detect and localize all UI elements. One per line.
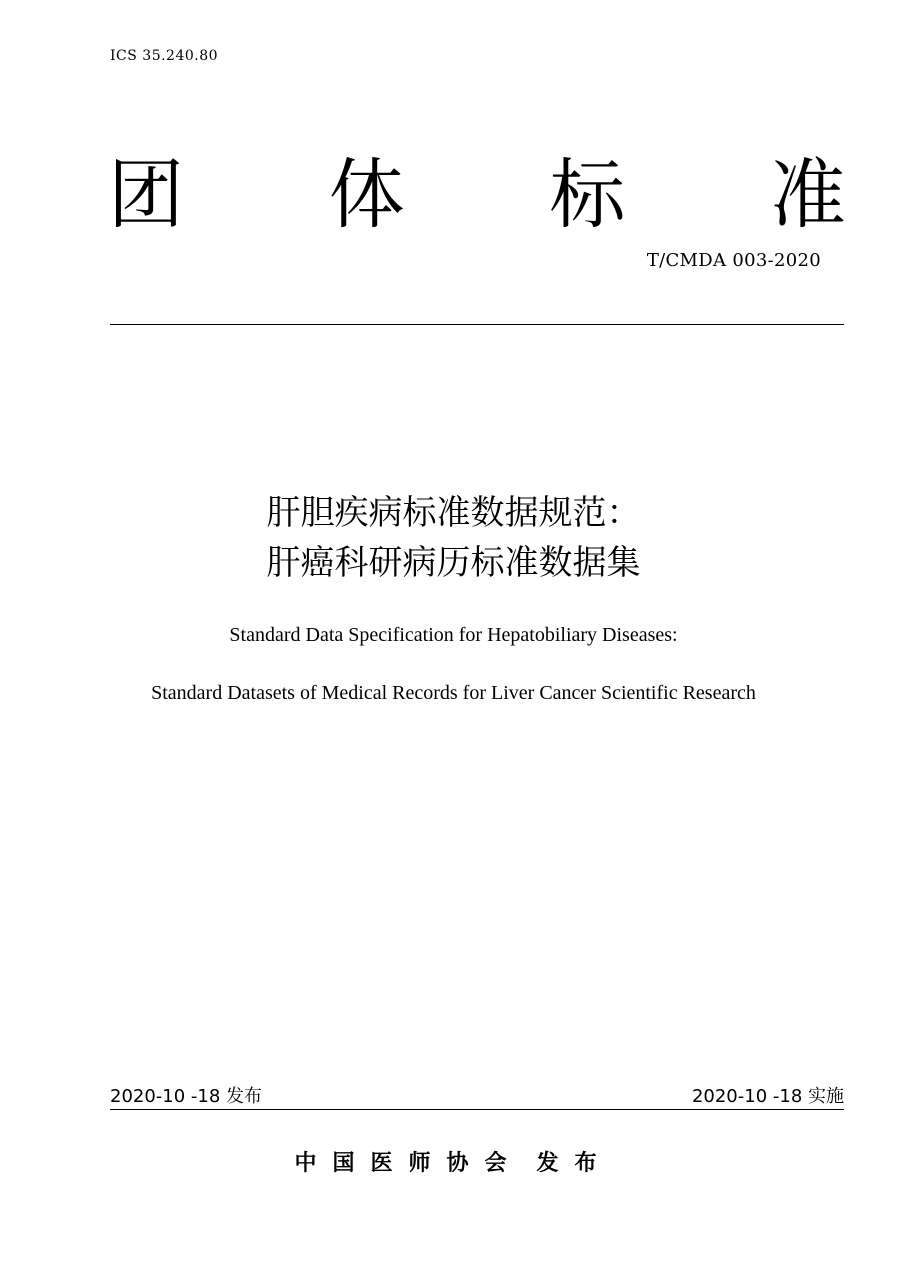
standard-type-char: 团 [108, 150, 184, 239]
bottom-divider [110, 1109, 844, 1110]
english-title-line-2: Standard Datasets of Medical Records for Liver Cancer Scientific Research [151, 682, 756, 704]
english-title-line-1: Standard Data Specification for Hepatobiliary Diseases: [229, 624, 678, 646]
standard-type-char: 体 [328, 150, 405, 239]
date-row [110, 1084, 844, 1110]
publisher-action: 发布 [536, 1151, 613, 1176]
ics-code: ICS 35.240.80 [110, 48, 219, 64]
chinese-title-line-1: 肝胆疾病标准数据规范： [266, 493, 641, 533]
standard-type-char: 准 [769, 150, 846, 239]
standard-number: T/CMDA 003-2020 [646, 250, 821, 271]
chinese-title-line-2: 肝癌科研病历标准数据集 [266, 543, 641, 583]
publisher-org: 中国医师协会 [294, 1151, 523, 1176]
issue-date: 2020-10 -18 发布 [110, 1086, 263, 1107]
publisher-line [0, 1146, 907, 1177]
standard-type-char: 标 [549, 150, 626, 239]
chinese-title [0, 488, 907, 588]
standard-type-heading [108, 150, 846, 240]
implementation-date: 2020-10 -18 实施 [691, 1086, 844, 1107]
top-divider [110, 324, 844, 325]
